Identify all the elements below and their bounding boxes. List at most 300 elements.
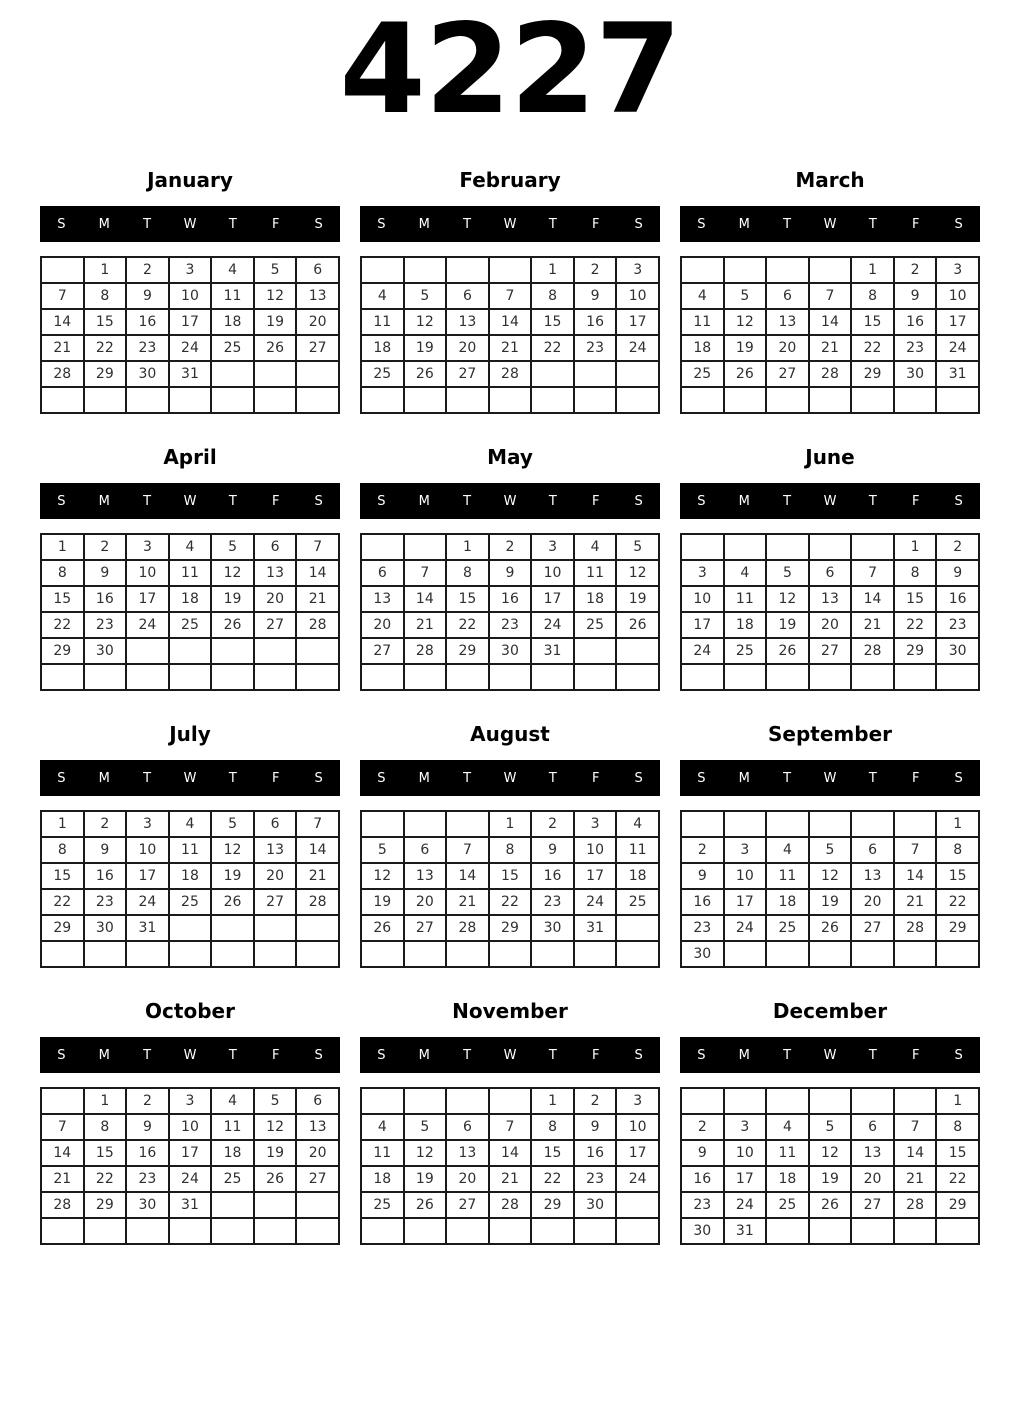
- day-cell: 17: [126, 863, 169, 889]
- empty-day-cell: [894, 1088, 937, 1114]
- empty-day-cell: [894, 1218, 937, 1244]
- empty-day-cell: [574, 387, 617, 413]
- week-row: [361, 1114, 659, 1140]
- empty-day-cell: [616, 387, 659, 413]
- empty-day-cell: [894, 941, 937, 967]
- weekday-label: M: [738, 216, 750, 232]
- day-cell: 20: [766, 335, 809, 361]
- day-cell: 31: [531, 638, 574, 664]
- weekday-label: M: [418, 770, 430, 786]
- day-cell: 4: [766, 1114, 809, 1140]
- day-cell: 15: [531, 1140, 574, 1166]
- day-cell: 16: [574, 1140, 617, 1166]
- day-cell: 29: [41, 638, 84, 664]
- day-cell: 4: [616, 811, 659, 837]
- day-cell: 28: [404, 638, 447, 664]
- empty-day-cell: [681, 387, 724, 413]
- day-cell: 28: [446, 915, 489, 941]
- week-row: [41, 837, 339, 863]
- day-cell: 21: [489, 1166, 532, 1192]
- empty-day-cell: [169, 638, 212, 664]
- month-title: June: [805, 445, 855, 469]
- day-cell: 15: [84, 1140, 127, 1166]
- weekday-header-row: [680, 206, 980, 242]
- day-cell: 1: [41, 811, 84, 837]
- week-row: [681, 534, 979, 560]
- empty-day-cell: [851, 387, 894, 413]
- day-cell: 10: [616, 1114, 659, 1140]
- day-cell: 21: [809, 335, 852, 361]
- week-row: [361, 534, 659, 560]
- day-cell: 14: [894, 863, 937, 889]
- empty-day-cell: [851, 1088, 894, 1114]
- empty-day-cell: [574, 361, 617, 387]
- day-cell: 24: [169, 1166, 212, 1192]
- weekday-label: M: [738, 770, 750, 786]
- week-row: [41, 863, 339, 889]
- day-cell: 1: [851, 257, 894, 283]
- empty-day-cell: [616, 361, 659, 387]
- empty-day-cell: [296, 915, 339, 941]
- day-cell: 1: [41, 534, 84, 560]
- empty-day-cell: [681, 1088, 724, 1114]
- day-cell: 15: [851, 309, 894, 335]
- day-cell: 5: [809, 1114, 852, 1140]
- weekday-label: T: [548, 493, 557, 509]
- weekday-label: T: [548, 1047, 557, 1063]
- week-row: [681, 638, 979, 664]
- week-row: [361, 811, 659, 837]
- empty-day-cell: [616, 915, 659, 941]
- day-cell: 11: [169, 560, 212, 586]
- day-cell: 5: [616, 534, 659, 560]
- empty-day-cell: [361, 387, 404, 413]
- day-cell: 17: [126, 586, 169, 612]
- month-title: July: [169, 722, 211, 746]
- day-cell: 29: [851, 361, 894, 387]
- day-cell: 9: [126, 283, 169, 309]
- empty-day-cell: [126, 664, 169, 690]
- day-cell: 22: [936, 1166, 979, 1192]
- week-row: [361, 257, 659, 283]
- day-cell: 29: [531, 1192, 574, 1218]
- empty-day-cell: [41, 941, 84, 967]
- empty-day-cell: [681, 811, 724, 837]
- empty-day-cell: [681, 664, 724, 690]
- day-cell: 29: [894, 638, 937, 664]
- day-cell: 18: [361, 1166, 404, 1192]
- empty-day-cell: [894, 664, 937, 690]
- week-row: [681, 863, 979, 889]
- day-cell: 14: [489, 309, 532, 335]
- month-title: January: [147, 168, 233, 192]
- empty-day-cell: [531, 387, 574, 413]
- week-row: [41, 1114, 339, 1140]
- day-cell: 19: [254, 1140, 297, 1166]
- week-row: [681, 283, 979, 309]
- empty-day-cell: [404, 257, 447, 283]
- empty-day-cell: [296, 1218, 339, 1244]
- empty-day-cell: [489, 1088, 532, 1114]
- day-cell: 30: [936, 638, 979, 664]
- day-cell: 4: [361, 1114, 404, 1140]
- weekday-label: T: [548, 770, 557, 786]
- week-row: [41, 1192, 339, 1218]
- empty-day-cell: [489, 1218, 532, 1244]
- day-cell: 5: [254, 1088, 297, 1114]
- day-cell: 24: [126, 889, 169, 915]
- empty-day-cell: [616, 664, 659, 690]
- week-row: [361, 638, 659, 664]
- day-cell: 19: [766, 612, 809, 638]
- day-cell: 14: [809, 309, 852, 335]
- day-cell: 14: [446, 863, 489, 889]
- weekday-label: W: [183, 1047, 197, 1063]
- day-cell: 28: [851, 638, 894, 664]
- empty-day-cell: [724, 534, 767, 560]
- day-cell: 7: [296, 811, 339, 837]
- weekday-label: M: [98, 493, 110, 509]
- day-cell: 12: [211, 837, 254, 863]
- day-cell: 29: [936, 1192, 979, 1218]
- weekday-label: W: [503, 1047, 517, 1063]
- day-cell: 19: [211, 586, 254, 612]
- weekday-label: M: [418, 1047, 430, 1063]
- empty-day-cell: [296, 941, 339, 967]
- weekday-label: W: [823, 1047, 837, 1063]
- weekday-label: T: [868, 770, 877, 786]
- weekday-label: F: [271, 1047, 280, 1063]
- month-date-grid: [360, 256, 660, 414]
- day-cell: 9: [84, 560, 127, 586]
- day-cell: 31: [574, 915, 617, 941]
- week-row: [681, 1088, 979, 1114]
- weekday-label: T: [783, 493, 792, 509]
- day-cell: 11: [766, 1140, 809, 1166]
- weekday-label: S: [57, 1047, 66, 1063]
- month-block-june: [680, 431, 980, 708]
- weekday-label: S: [954, 493, 963, 509]
- day-cell: 29: [84, 1192, 127, 1218]
- day-cell: 3: [616, 1088, 659, 1114]
- empty-day-cell: [361, 664, 404, 690]
- weekday-label: S: [314, 216, 323, 232]
- week-row: [681, 335, 979, 361]
- month-block-april: [40, 431, 340, 708]
- month-date-grid: [40, 256, 340, 414]
- day-cell: 19: [404, 335, 447, 361]
- weekday-label: S: [954, 216, 963, 232]
- month-title: April: [163, 445, 217, 469]
- day-cell: 2: [84, 534, 127, 560]
- day-cell: 27: [404, 915, 447, 941]
- day-cell: 7: [41, 1114, 84, 1140]
- day-cell: 7: [296, 534, 339, 560]
- day-cell: 23: [681, 1192, 724, 1218]
- day-cell: 7: [41, 283, 84, 309]
- weekday-label: T: [463, 216, 472, 232]
- day-cell: 31: [936, 361, 979, 387]
- empty-day-cell: [41, 1218, 84, 1244]
- empty-day-cell: [84, 941, 127, 967]
- weekday-label: W: [823, 770, 837, 786]
- empty-day-cell: [404, 664, 447, 690]
- weekday-label: S: [57, 216, 66, 232]
- week-row: [361, 586, 659, 612]
- day-cell: 10: [681, 586, 724, 612]
- day-cell: 3: [724, 1114, 767, 1140]
- empty-day-cell: [489, 941, 532, 967]
- day-cell: 6: [254, 534, 297, 560]
- empty-day-cell: [404, 941, 447, 967]
- weekday-header-row: [360, 1037, 660, 1073]
- day-cell: 31: [169, 361, 212, 387]
- month-title: February: [459, 168, 561, 192]
- empty-day-cell: [126, 941, 169, 967]
- day-cell: 9: [681, 863, 724, 889]
- day-cell: 18: [361, 335, 404, 361]
- day-cell: 12: [254, 1114, 297, 1140]
- day-cell: 16: [681, 889, 724, 915]
- week-row: [361, 837, 659, 863]
- day-cell: 23: [531, 889, 574, 915]
- week-row: [41, 586, 339, 612]
- day-cell: 18: [616, 863, 659, 889]
- weekday-label: S: [634, 216, 643, 232]
- day-cell: 7: [894, 837, 937, 863]
- empty-day-cell: [254, 638, 297, 664]
- day-cell: 22: [851, 335, 894, 361]
- day-cell: 2: [681, 837, 724, 863]
- day-cell: 18: [211, 1140, 254, 1166]
- empty-day-cell: [361, 1218, 404, 1244]
- empty-day-cell: [296, 387, 339, 413]
- month-block-january: [40, 154, 340, 431]
- day-cell: 10: [616, 283, 659, 309]
- day-cell: 12: [404, 309, 447, 335]
- week-row: [681, 257, 979, 283]
- day-cell: 30: [681, 941, 724, 967]
- day-cell: 7: [404, 560, 447, 586]
- empty-day-cell: [211, 1218, 254, 1244]
- day-cell: 5: [724, 283, 767, 309]
- day-cell: 13: [404, 863, 447, 889]
- day-cell: 10: [936, 283, 979, 309]
- day-cell: 9: [531, 837, 574, 863]
- empty-day-cell: [211, 638, 254, 664]
- weekday-label: T: [143, 770, 152, 786]
- day-cell: 13: [254, 837, 297, 863]
- day-cell: 28: [489, 361, 532, 387]
- weekday-label: F: [591, 1047, 600, 1063]
- empty-day-cell: [361, 1088, 404, 1114]
- weekday-label: T: [463, 770, 472, 786]
- empty-day-cell: [936, 387, 979, 413]
- day-cell: 27: [254, 612, 297, 638]
- day-cell: 20: [296, 1140, 339, 1166]
- empty-day-cell: [574, 638, 617, 664]
- day-cell: 23: [126, 335, 169, 361]
- day-cell: 3: [126, 534, 169, 560]
- day-cell: 23: [936, 612, 979, 638]
- weekday-label: T: [143, 493, 152, 509]
- day-cell: 23: [489, 612, 532, 638]
- day-cell: 20: [254, 586, 297, 612]
- month-date-grid: [680, 1087, 980, 1245]
- week-row: [41, 257, 339, 283]
- day-cell: 19: [361, 889, 404, 915]
- weekday-label: T: [463, 493, 472, 509]
- day-cell: 17: [936, 309, 979, 335]
- weekday-label: F: [271, 770, 280, 786]
- week-row: [361, 560, 659, 586]
- day-cell: 30: [84, 915, 127, 941]
- day-cell: 7: [894, 1114, 937, 1140]
- day-cell: 24: [936, 335, 979, 361]
- weekday-label: S: [377, 1047, 386, 1063]
- day-cell: 9: [936, 560, 979, 586]
- day-cell: 14: [404, 586, 447, 612]
- weekday-label: W: [823, 216, 837, 232]
- day-cell: 27: [254, 889, 297, 915]
- day-cell: 14: [489, 1140, 532, 1166]
- week-row: [41, 1088, 339, 1114]
- week-row: [41, 283, 339, 309]
- day-cell: 29: [446, 638, 489, 664]
- day-cell: 3: [936, 257, 979, 283]
- empty-day-cell: [809, 387, 852, 413]
- day-cell: 17: [724, 889, 767, 915]
- month-date-grid: [40, 1087, 340, 1245]
- months-grid: [0, 154, 1020, 1262]
- day-cell: 18: [681, 335, 724, 361]
- month-date-grid: [40, 533, 340, 691]
- day-cell: 22: [84, 335, 127, 361]
- day-cell: 26: [254, 335, 297, 361]
- day-cell: 21: [446, 889, 489, 915]
- day-cell: 21: [296, 586, 339, 612]
- day-cell: 28: [296, 612, 339, 638]
- day-cell: 23: [574, 335, 617, 361]
- empty-day-cell: [41, 1088, 84, 1114]
- empty-day-cell: [446, 941, 489, 967]
- weekday-label: F: [271, 493, 280, 509]
- empty-day-cell: [531, 941, 574, 967]
- day-cell: 2: [84, 811, 127, 837]
- weekday-label: S: [697, 216, 706, 232]
- month-date-grid: [360, 1087, 660, 1245]
- empty-day-cell: [936, 664, 979, 690]
- empty-day-cell: [936, 941, 979, 967]
- day-cell: 13: [361, 586, 404, 612]
- empty-day-cell: [809, 941, 852, 967]
- day-cell: 3: [616, 257, 659, 283]
- weekday-label: W: [503, 216, 517, 232]
- day-cell: 20: [851, 1166, 894, 1192]
- day-cell: 12: [809, 1140, 852, 1166]
- day-cell: 25: [169, 612, 212, 638]
- day-cell: 26: [809, 915, 852, 941]
- weekday-label: S: [697, 1047, 706, 1063]
- day-cell: 26: [809, 1192, 852, 1218]
- empty-day-cell: [446, 257, 489, 283]
- weekday-label: S: [697, 493, 706, 509]
- month-title: March: [795, 168, 865, 192]
- weekday-label: S: [314, 770, 323, 786]
- month-title: October: [145, 999, 235, 1023]
- day-cell: 24: [724, 915, 767, 941]
- empty-day-cell: [766, 1088, 809, 1114]
- empty-day-cell: [169, 387, 212, 413]
- empty-day-cell: [894, 387, 937, 413]
- weekday-label: T: [783, 770, 792, 786]
- empty-day-cell: [296, 638, 339, 664]
- empty-day-cell: [851, 941, 894, 967]
- day-cell: 22: [84, 1166, 127, 1192]
- empty-day-cell: [296, 361, 339, 387]
- empty-day-cell: [616, 941, 659, 967]
- week-row: [361, 664, 659, 690]
- day-cell: 30: [126, 361, 169, 387]
- weekday-label: M: [98, 1047, 110, 1063]
- day-cell: 10: [724, 1140, 767, 1166]
- day-cell: 2: [489, 534, 532, 560]
- day-cell: 15: [894, 586, 937, 612]
- day-cell: 13: [446, 309, 489, 335]
- week-row: [361, 361, 659, 387]
- week-row: [361, 283, 659, 309]
- weekday-header-row: [360, 206, 660, 242]
- day-cell: 12: [809, 863, 852, 889]
- day-cell: 4: [361, 283, 404, 309]
- day-cell: 14: [41, 1140, 84, 1166]
- weekday-label: T: [228, 216, 237, 232]
- day-cell: 2: [126, 1088, 169, 1114]
- empty-day-cell: [894, 811, 937, 837]
- day-cell: 10: [169, 283, 212, 309]
- day-cell: 9: [574, 1114, 617, 1140]
- empty-day-cell: [489, 387, 532, 413]
- day-cell: 9: [894, 283, 937, 309]
- day-cell: 29: [936, 915, 979, 941]
- weekday-label: T: [463, 1047, 472, 1063]
- day-cell: 23: [84, 612, 127, 638]
- weekday-label: S: [697, 770, 706, 786]
- empty-day-cell: [169, 915, 212, 941]
- weekday-label: T: [228, 1047, 237, 1063]
- day-cell: 25: [361, 361, 404, 387]
- day-cell: 3: [126, 811, 169, 837]
- week-row: [681, 309, 979, 335]
- empty-day-cell: [404, 534, 447, 560]
- week-row: [681, 1140, 979, 1166]
- day-cell: 15: [446, 586, 489, 612]
- day-cell: 28: [894, 1192, 937, 1218]
- empty-day-cell: [169, 664, 212, 690]
- day-cell: 13: [851, 863, 894, 889]
- day-cell: 3: [724, 837, 767, 863]
- day-cell: 14: [851, 586, 894, 612]
- day-cell: 21: [894, 889, 937, 915]
- day-cell: 15: [936, 863, 979, 889]
- empty-day-cell: [404, 811, 447, 837]
- day-cell: 11: [361, 1140, 404, 1166]
- day-cell: 22: [894, 612, 937, 638]
- day-cell: 30: [531, 915, 574, 941]
- day-cell: 30: [574, 1192, 617, 1218]
- weekday-label: M: [738, 493, 750, 509]
- day-cell: 25: [616, 889, 659, 915]
